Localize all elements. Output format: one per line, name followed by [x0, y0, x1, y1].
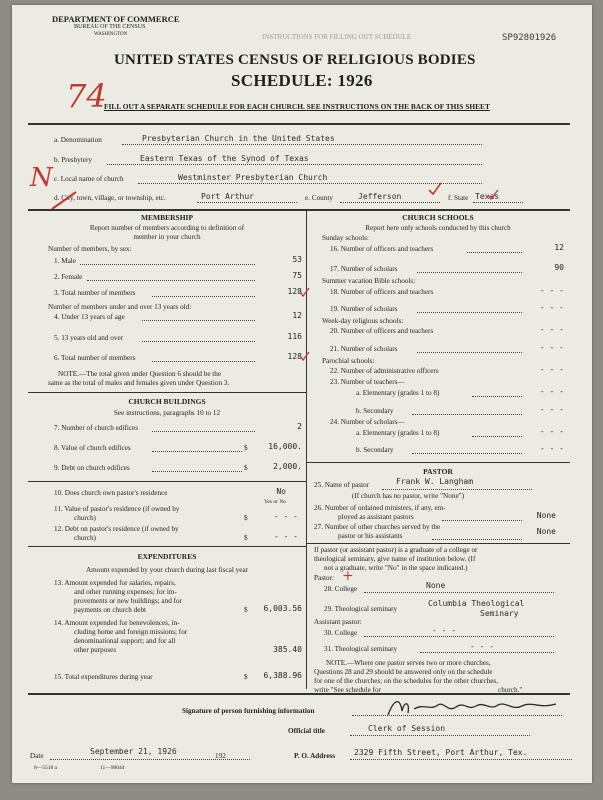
county-value: Jefferson [358, 192, 402, 201]
q10-label: 10. Does church own pastor's residence [54, 489, 168, 497]
q5-value: 116 [287, 332, 302, 341]
pastor-note-5: church." [498, 686, 523, 694]
red-check-q6 [299, 351, 311, 362]
center-divider [306, 209, 307, 689]
county-label: e. County [305, 194, 333, 202]
by-sex-label: Number of members, by sex: [48, 245, 132, 253]
q2-label: 2. Female [54, 273, 83, 281]
q4-value: 12 [292, 311, 302, 320]
q23a-value: - - - [539, 387, 564, 396]
q9-dots [152, 471, 242, 472]
q31-dots [420, 652, 554, 653]
official-title-line [350, 735, 530, 736]
fill-out-instruction: FILL OUT A SEPARATE SCHEDULE FOR EACH CHURCH. SEE INSTRUCTIONS ON THE BACK OF THIS SHEET [104, 102, 490, 111]
seminary-value-2: Seminary [480, 609, 519, 618]
po-address-label: P. O. Address [294, 752, 336, 760]
q9-dollar: $ [244, 464, 248, 472]
q16-value: 12 [554, 243, 564, 252]
q22-value: - - - [539, 365, 564, 374]
q26-value: None [536, 511, 556, 520]
membership-intro-1: Report number of members according to definition of [89, 224, 245, 232]
q13-value: 6,003.56 [263, 604, 302, 613]
county-line [340, 202, 440, 203]
q13-label-a: 13. Amount expended for salaries, repairs, [54, 579, 176, 587]
membership-heading: MEMBERSHIP [140, 213, 194, 222]
pastor-name-value: Frank W. Langham [396, 477, 474, 486]
red-check-state [486, 188, 500, 202]
q8-dots [152, 451, 242, 452]
expenditures-heading: EXPENDITURES [137, 552, 197, 561]
q13-label-c: provements or new buildings; and for [74, 597, 182, 605]
q18-label: 18. Number of officers and teachers [330, 288, 434, 296]
q17-label: 17. Number of scholars [330, 265, 398, 273]
sunday-schools-label: Sunday schools: [322, 234, 369, 242]
q23b-label: b. Secondary [356, 407, 394, 415]
q14-label-b: cluding home and foreign missions; for [74, 628, 188, 636]
schedule-title: SCHEDULE: 1926 [231, 71, 373, 90]
city-label: d. City, town, village, or township, etc. [54, 194, 166, 202]
q24b-label: b. Secondary [356, 446, 394, 454]
q30-dots [364, 636, 554, 637]
q15-value: 6,388.96 [263, 671, 302, 680]
q26-dots [442, 520, 522, 521]
yes-no-hint: Yes or No [264, 499, 287, 505]
q11-dollar: $ [244, 514, 248, 522]
graduate-note-3: not a graduate, write "No" in the space indicated.) [324, 564, 468, 572]
graduate-note-2: theological seminary, give name of institution below. (If [314, 555, 476, 563]
top-rule [28, 123, 570, 125]
denomination-value: Presbyterian Church in the United States [142, 134, 335, 143]
po-address-value: 2329 Fifth Street, Port Arthur, Tex. [354, 748, 528, 757]
pastor-heading: PASTOR [423, 467, 453, 476]
pastor-subheading: Pastor: [314, 574, 334, 582]
red-slash-mark [50, 189, 80, 211]
q16-dots [467, 252, 522, 253]
census-schedule-sheet [12, 5, 592, 783]
q6-label: 6. Total number of members [54, 354, 136, 362]
form-number: 8—5518 a [34, 765, 58, 771]
serial-stamp: SP92801926 [502, 33, 557, 43]
buildings-sub: See instructions, paragraphs 10 to 12 [113, 409, 221, 417]
city-line [197, 202, 297, 203]
washington-line: WASHINGTON [94, 32, 128, 37]
handwritten-number: 74 [66, 77, 107, 115]
local-name-label: c. Local name of church [54, 175, 124, 183]
red-margin-mark: N [30, 163, 53, 193]
signature-label: Signature of person furnishing information [182, 707, 315, 715]
q4-dots [142, 320, 255, 321]
date-year-suffix: 192 [215, 752, 226, 760]
q24a-label: a. Elementary (grades 1 to 8) [356, 429, 440, 437]
q2-value: 75 [292, 271, 302, 280]
q24a-value: - - - [539, 427, 564, 436]
q13-label-b: and other running expenses; for im- [74, 588, 177, 596]
q3-value: 128 [287, 287, 302, 296]
graduate-note-1: If pastor (or assistant pastor) is a graduate of a college or [314, 546, 478, 554]
q30-value: - - - [432, 626, 457, 635]
pastor-note-1: NOTE.—Where one pastor serves two or more churches, [326, 659, 491, 667]
bureau-line: BUREAU OF THE CENSUS [74, 24, 146, 30]
q9-value: 2,000. [273, 462, 302, 471]
local-name-value: Westminster Presbyterian Church [178, 173, 328, 182]
q2-dots [87, 280, 255, 281]
weekday-schools-label: Week-day religious schools: [322, 317, 404, 325]
q25-label: 25. Name of pastor [314, 481, 370, 489]
q9-label: 9. Debt on church edifices [54, 464, 130, 472]
schools-bottom-rule [306, 462, 570, 463]
official-title-value: Clerk of Session [368, 724, 446, 733]
state-value: Texas [475, 192, 500, 201]
q14-label-a: 14. Amount expended for benevolences, in- [54, 619, 180, 627]
buildings-heading: CHURCH BUILDINGS [128, 397, 206, 406]
date-label: Date [30, 752, 44, 760]
q27-value: None [536, 527, 556, 536]
q11-label-b: church) [74, 514, 96, 522]
pastor-note-2: Questions 28 and 29 should be answered only on the schedule [314, 668, 493, 676]
denomination-label: a. Denomination [54, 136, 102, 144]
q20-label: 20. Number of officers and teachers [330, 327, 434, 335]
membership-note-1: NOTE.—The total given under Question 6 should be the [58, 370, 222, 378]
q24-label: 24. Number of scholars— [330, 418, 405, 426]
q14-value: 385.40 [273, 645, 302, 654]
q26-label-a: 26. Number of ordained ministers, if any, em- [314, 504, 446, 512]
q1-dots [80, 264, 255, 265]
q21-label: 21. Number of scholars [330, 345, 398, 353]
q28-label: 28. College [324, 585, 358, 593]
red-check-q3 [299, 287, 311, 298]
q24b-dots [412, 453, 522, 454]
q31-label: 31. Theological seminary [324, 645, 398, 653]
q8-dollar: $ [244, 444, 248, 452]
q20-value: - - - [539, 325, 564, 334]
q7-dots [152, 431, 255, 432]
summer-schools-label: Summer vacation Bible schools: [322, 277, 416, 285]
q17-dots [417, 272, 522, 273]
q23-label: 23. Number of teachers— [330, 378, 405, 386]
assistant-subheading: Assistant pastor: [314, 618, 362, 626]
pastor-mid-rule [306, 543, 570, 544]
q19-dots [417, 312, 522, 313]
faded-instructions-heading: INSTRUCTIONS FOR FILLING OUT SCHEDULE [262, 33, 412, 41]
membership-bottom-rule [28, 392, 306, 393]
red-check-county [427, 181, 443, 197]
parochial-schools-label: Parochial schools: [322, 357, 375, 365]
department-line: DEPARTMENT OF COMMERCE [52, 14, 180, 24]
q8-label: 8. Value of church edifices [54, 444, 131, 452]
q11-label-a: 11. Value of pastor's residence (if owned by [54, 505, 180, 513]
red-pastor-mark: + [342, 568, 354, 584]
presbytery-label: b. Presbytery [54, 156, 92, 164]
q1-label: 1. Male [54, 257, 76, 265]
q23a-dots [472, 396, 522, 397]
official-title-label: Official title [288, 727, 325, 735]
q19-label: 19. Number of scholars [330, 305, 398, 313]
buildings-bottom-rule [28, 546, 306, 547]
q27-label-a: 27. Number of other churches served by the [314, 523, 441, 531]
q25-dots [382, 489, 532, 490]
handwritten-signature [384, 695, 564, 721]
q21-dots [417, 352, 522, 353]
q23b-value: - - - [539, 405, 564, 414]
po-address-line [350, 759, 572, 760]
q5-label: 5. 13 years old and over [54, 334, 124, 342]
q31-value: - - - [470, 642, 495, 651]
presbytery-line [107, 164, 482, 165]
denomination-line [122, 144, 482, 145]
q7-label: 7. Number of church edifices [54, 424, 139, 432]
q4-label: 4. Under 13 years of age [54, 313, 125, 321]
print-number: 11—90044 [100, 765, 125, 771]
pastor-note-3: for one of the churches; on the schedules for the other churches, [314, 677, 499, 685]
q26-label-b: ployed as assistant pastors [338, 513, 414, 521]
q11-value: - - - [273, 512, 298, 521]
q19-value: - - - [539, 303, 564, 312]
q1-value: 53 [292, 255, 302, 264]
q3-dots [152, 296, 255, 297]
presbytery-value: Eastern Texas of the Synod of Texas [140, 154, 309, 163]
q12-label-b: church) [74, 534, 96, 542]
q12-dollar: $ [244, 534, 248, 542]
state-line [473, 202, 523, 203]
q13-dollar: $ [244, 606, 248, 614]
q24a-dots [472, 436, 522, 437]
q6-value: 128 [287, 352, 302, 361]
q14-label-c: denominational support; and for all [74, 637, 176, 645]
q13-label-d: payments on church debt [74, 606, 147, 614]
q25-note: (If church has no pastor, write "None") [352, 492, 464, 500]
seminary-value-1: Columbia Theological [428, 599, 525, 608]
q29-label: 29. Theological seminary [324, 605, 398, 613]
q8-value: 16,000. [268, 442, 302, 451]
college-value: None [426, 581, 446, 590]
q10-value: No [276, 487, 286, 496]
q17-value: 90 [554, 263, 564, 272]
expenditures-sub: Amount expended by your church during last fiscal year [85, 566, 249, 574]
q16-label: 16. Number of officers and teachers [330, 245, 434, 253]
q28-dots [364, 592, 554, 593]
form-title: UNITED STATES CENSUS OF RELIGIOUS BODIES [114, 52, 476, 68]
city-value: Port Arthur [201, 192, 254, 201]
q5-dots [142, 341, 255, 342]
schools-sub: Report here only schools conducted by this church [365, 224, 511, 232]
q30-label: 30. College [324, 629, 358, 637]
membership-intro-2: member in your church [133, 233, 201, 241]
q14-label-d: other purposes [74, 646, 117, 654]
q23a-label: a. Elementary (grades 1 to 8) [356, 389, 440, 397]
grid-top-rule [28, 209, 570, 211]
state-label: f. State [448, 194, 469, 202]
q3-label: 3. Total number of members [54, 289, 136, 297]
q12-label-a: 12. Debt on pastor's residence (if owned by [54, 525, 179, 533]
q21-value: - - - [539, 343, 564, 352]
date-value: September 21, 1926 [90, 747, 177, 756]
q15-label: 15. Total expenditures during year [54, 673, 153, 681]
q22-label: 22. Number of administrative officers [330, 367, 439, 375]
q12-value: - - - [273, 532, 298, 541]
q23b-dots [412, 414, 522, 415]
q7-value: 2 [297, 422, 302, 431]
q27-dots [432, 539, 522, 540]
age-intro-label: Number of members under and over 13 years old: [48, 303, 192, 311]
schools-heading: CHURCH SCHOOLS [402, 213, 474, 222]
q6-dots [152, 361, 255, 362]
q18-value: - - - [539, 286, 564, 295]
pastor-note-4: write "See schedule for [314, 686, 381, 694]
q27-label-b: pastor or his assistants [338, 532, 403, 540]
buildings-divider [28, 481, 306, 482]
membership-note-2: same as the total of males and females given under Question 3. [48, 379, 230, 387]
q24b-value: - - - [539, 444, 564, 453]
q15-dollar: $ [244, 673, 248, 681]
